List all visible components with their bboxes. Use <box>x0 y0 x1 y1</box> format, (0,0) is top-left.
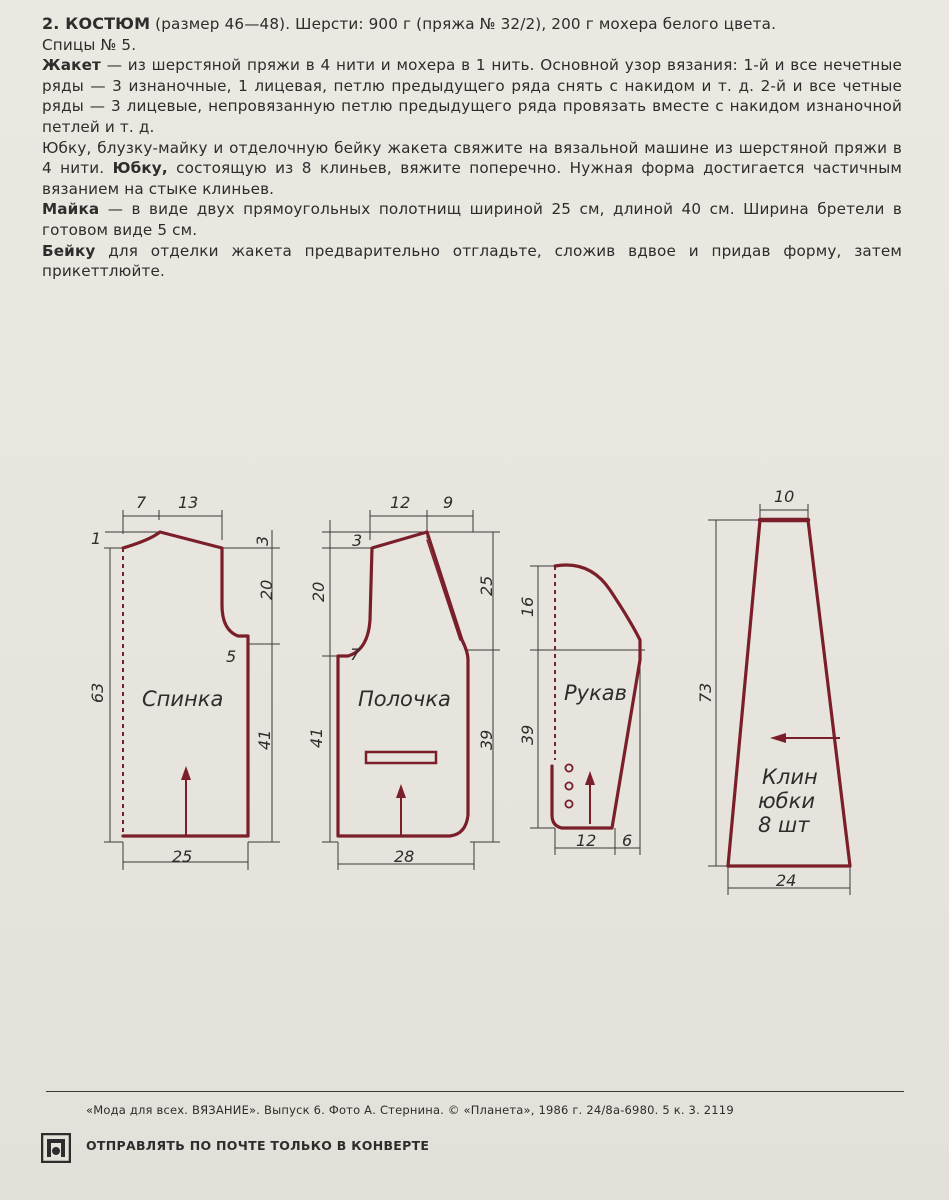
front-label: Полочка <box>358 687 451 711</box>
front-dim-7: 7 <box>350 645 361 664</box>
sleeve-dim-6: 6 <box>622 831 633 850</box>
skirt-term: Юбку, <box>112 159 168 178</box>
back-dim-7: 7 <box>136 493 147 512</box>
jacket-text: — из шерстяной пряжи в 4 нити и мохера в 1 нить. Основной узор вязания: 1-й и все нечетные ряды — 3 изнаночные, 1 лицевая, петлю предыдущего ряда снять с накидом и т. д. 2-й и все четные ряды — 3 лицевые, непровязанную петлю предыдущего ряда провязать вместе с накидом изнаночной петлей и т. д. <box>42 56 902 136</box>
front-dim-39: 39 <box>477 729 496 750</box>
skirt-label-3: 8 шт <box>758 813 810 837</box>
page-title: 2. КОСТЮМ <box>42 14 151 33</box>
sleeve-label: Рукав <box>564 681 628 705</box>
planeta-logo-icon <box>41 1133 71 1163</box>
back-piece <box>88 493 280 870</box>
sleeve-dim-16: 16 <box>518 596 537 617</box>
footer-credits: «Мода для всех. ВЯЗАНИЕ». Выпуск 6. Фото А. Стернина. © «Планета», 1986 г. 24/8а-6980. 5 к. 3. 2119 <box>86 1103 734 1117</box>
skirt-label-2: юбки <box>758 789 815 813</box>
trim-term: Бейку <box>42 241 96 260</box>
jacket-term: Жакет <box>42 56 102 75</box>
skirt-label-1: Клин <box>762 765 818 789</box>
back-dim-63: 63 <box>88 682 107 703</box>
back-dim-13: 13 <box>178 493 199 512</box>
sleeve-dim-12: 12 <box>576 831 597 850</box>
skirt-dim-10: 10 <box>774 487 795 506</box>
front-dim-3: 3 <box>352 531 363 550</box>
back-dim-5: 5 <box>226 647 237 666</box>
sleeve-piece <box>518 565 645 855</box>
skirt-dim-73: 73 <box>696 682 715 703</box>
skirt-panel-piece <box>696 487 850 895</box>
sleeve-dim-39: 39 <box>518 724 537 745</box>
top-term: Майка <box>42 200 100 219</box>
back-dim-3: 3 <box>253 535 272 546</box>
back-dim-41: 41 <box>255 729 274 750</box>
front-piece <box>307 493 500 870</box>
back-label: Спинка <box>142 687 224 711</box>
skirt-text-2: состоящую из 8 клиньев, вяжите поперечно. Нужная форма достигается частичным вязанием на стыке клиньев. <box>42 159 902 198</box>
needles-line: Спицы № 5. <box>42 35 137 54</box>
front-dim-25: 25 <box>477 575 496 596</box>
intro-text: (размер 46—48). Шерсти: 900 г (пряжа № 32/2), 200 г мохера белого цвета. <box>150 15 777 33</box>
footer-divider <box>46 1091 904 1092</box>
back-dim-25: 25 <box>172 847 193 866</box>
skirt-dim-24: 24 <box>776 871 797 890</box>
front-dim-41: 41 <box>307 727 326 748</box>
back-dim-1: 1 <box>91 529 102 548</box>
skirt-text-1: Юбку, блузку-майку и отделочную бейку жакета свяжите на вязальной машине из шерстяной пряжи в 4 нити. <box>42 138 902 178</box>
top-text: — в виде двух прямоугольных полотнищ шириной 25 см, длиной 40 см. Ширина бретели в готовом виде 5 см. <box>42 200 902 239</box>
front-dim-12: 12 <box>390 493 411 512</box>
front-dim-20: 20 <box>309 581 328 602</box>
front-dim-9: 9 <box>443 493 454 512</box>
trim-text: для отделки жакета предварительно отгладьте, сложив вдвое и придав форму, затем прикеттлюйте. <box>42 241 902 281</box>
back-dim-20: 20 <box>257 579 276 600</box>
front-dim-28: 28 <box>394 847 415 866</box>
mailing-note: ОТПРАВЛЯТЬ ПО ПОЧТЕ ТОЛЬКО В КОНВЕРТЕ <box>86 1138 430 1153</box>
